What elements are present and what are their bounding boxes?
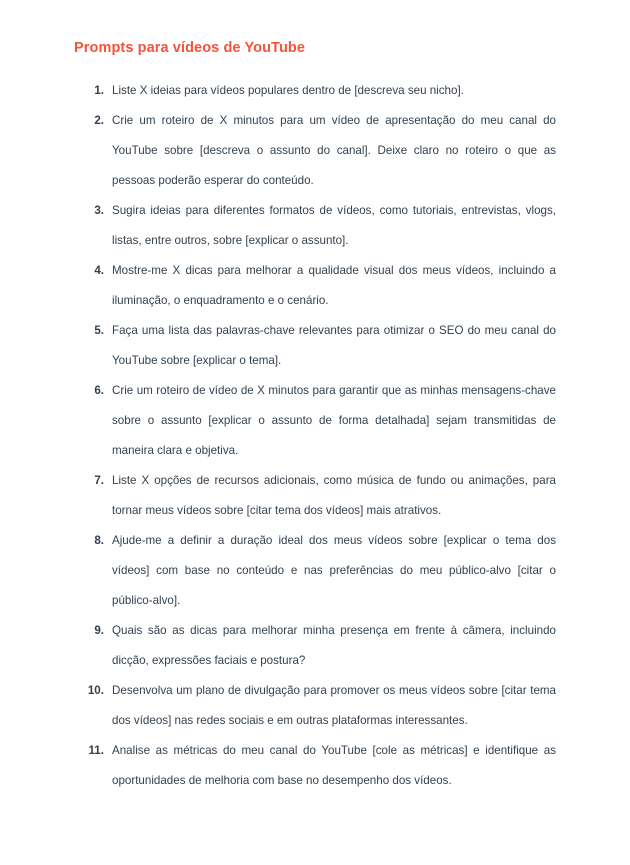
- list-item-text: Sugira ideias para diferentes formatos de vídeos, como tutoriais, entrevistas, vlogs, listas, entre outros, sobre [explicar o assunto].: [112, 204, 556, 247]
- list-item: [74, 526, 556, 616]
- prompt-list: [74, 76, 556, 796]
- list-item-text: Liste X ideias para vídeos populares dentro de [descreva seu nicho].: [112, 84, 464, 97]
- list-item-text: Crie um roteiro de vídeo de X minutos para garantir que as minhas mensagens-chave sobre o assunto [explicar o assunto de forma detalhada] sejam transmitidas de maneira clara e objetiva.: [112, 384, 556, 457]
- list-item: [74, 256, 556, 316]
- list-item: [74, 76, 556, 106]
- list-item-text: Mostre-me X dicas para melhorar a qualidade visual dos meus vídeos, incluindo a iluminação, o enquadramento e o cenário.: [112, 264, 556, 307]
- list-item-text: Crie um roteiro de X minutos para um vídeo de apresentação do meu canal do YouTube sobre [descreva o assunto do canal]. Deixe claro no roteiro o que as pessoas poderão esperar do conteúdo.: [112, 114, 556, 187]
- list-item: [74, 616, 556, 676]
- list-item: [74, 376, 556, 466]
- list-item: [74, 316, 556, 376]
- list-item-text: Desenvolva um plano de divulgação para promover os meus vídeos sobre [citar tema dos vídeos] nas redes sociais e em outras plataformas interessantes.: [112, 684, 556, 727]
- list-item: [74, 466, 556, 526]
- list-item-text: Quais são as dicas para melhorar minha presença em frente à câmera, incluindo dicção, expressões faciais e postura?: [112, 624, 556, 667]
- list-item: [74, 736, 556, 796]
- list-item: [74, 676, 556, 736]
- list-item: [74, 106, 556, 196]
- page-title: Prompts para vídeos de YouTube: [74, 40, 306, 56]
- list-item-text: Analise as métricas do meu canal do YouTube [cole as métricas] e identifique as oportunidades de melhoria com base no desempenho dos vídeos.: [112, 744, 556, 787]
- list-item: [74, 196, 556, 256]
- list-item-text: Faça uma lista das palavras-chave relevantes para otimizar o SEO do meu canal do YouTube sobre [explicar o tema].: [112, 324, 556, 367]
- list-item-text: Ajude-me a definir a duração ideal dos meus vídeos sobre [explicar o tema dos vídeos] com base no conteúdo e nas preferências do meu público-alvo [citar o público-alvo].: [112, 534, 556, 607]
- list-item-text: Liste X opções de recursos adicionais, como música de fundo ou animações, para tornar meus vídeos sobre [citar tema dos vídeos] mais atrativos.: [112, 474, 556, 517]
